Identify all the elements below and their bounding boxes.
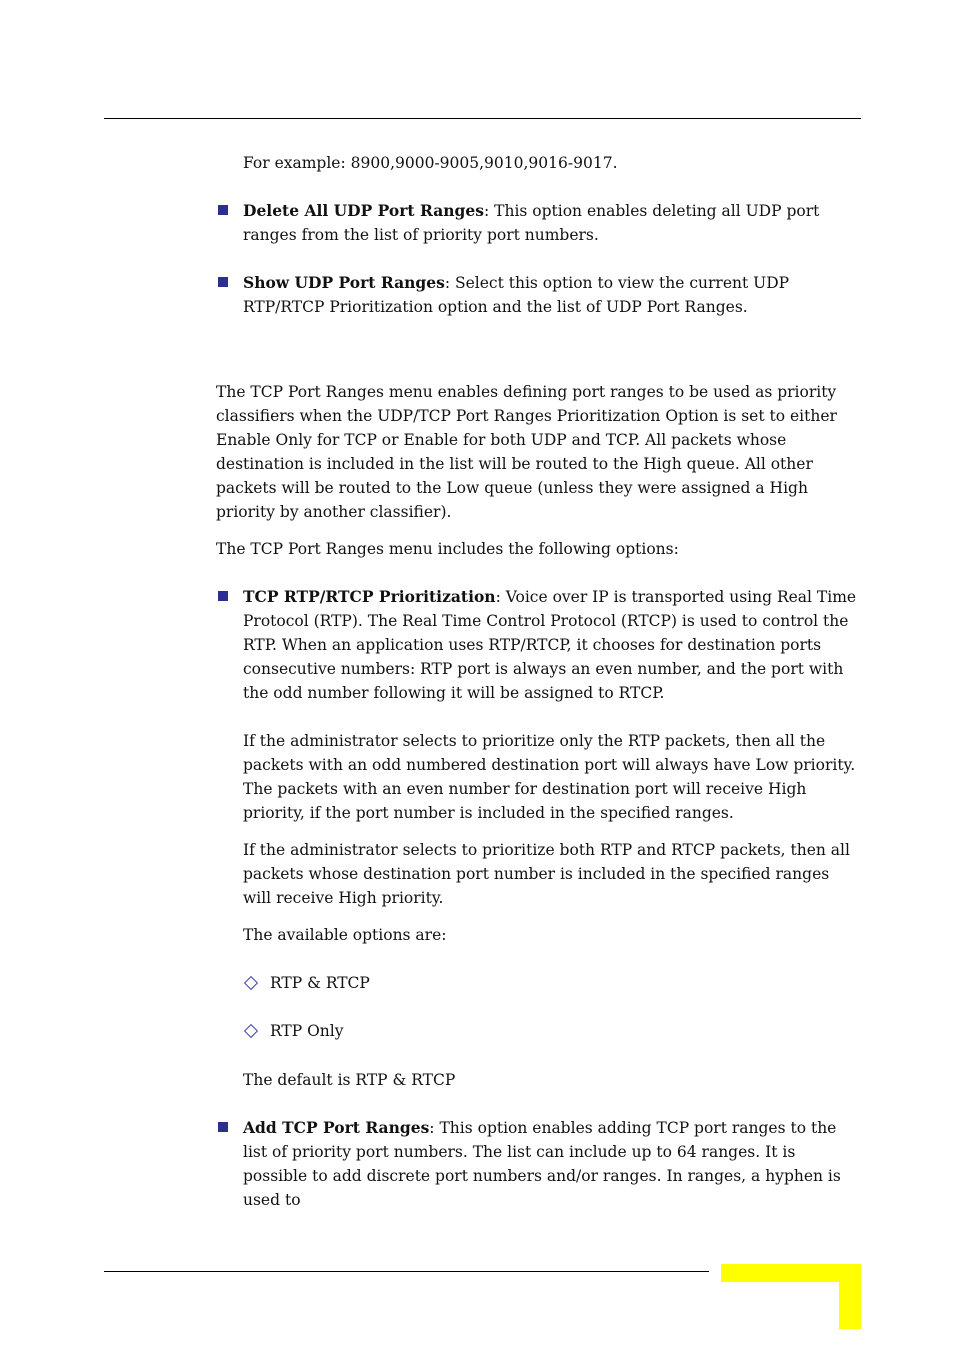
diamond-bullet-icon: [244, 976, 258, 990]
square-bullet-icon: [218, 277, 228, 287]
delete-udp-item: [243, 199, 843, 247]
square-bullet-icon: [218, 1122, 228, 1132]
show-udp-title: Show UDP Port Ranges: [243, 273, 445, 292]
tcp-includes: The TCP Port Ranges menu includes the following options:: [216, 540, 679, 558]
diamond-bullet-icon: [244, 1024, 258, 1038]
add-tcp-item: [243, 1116, 860, 1212]
square-bullet-icon: [218, 591, 228, 601]
footer-rule: [104, 1271, 709, 1272]
page-corner-marker-tab: [839, 1264, 861, 1329]
option-rtp-only: RTP Only: [270, 1022, 344, 1040]
header-rule: [104, 118, 861, 119]
default-note: The default is RTP & RTCP: [243, 1071, 456, 1089]
available-options-label: The available options are:: [243, 926, 447, 944]
add-tcp-text: : This option enables adding TCP port ranges to the list of priority port numbers. The list can include up to 64 ranges. It is possible to add discrete port numbers and/or ranges. In ranges, a hyphen is used to: [243, 1119, 841, 1209]
delete-udp-title: Delete All UDP Port Ranges: [243, 201, 484, 220]
tcp-intro: The TCP Port Ranges menu enables defining port ranges to be used as priority classifiers when the UDP/TCP Port Ranges Prioritization Option is set to either Enable Only for TCP or Enable for both UDP and TCP. All packets whose destination is included in the list will be routed to the High queue. All other packets will be routed to the Low queue (unless they were assigned a High priority by another classifier).: [216, 383, 837, 521]
udp-example: For example: 8900,9000-9005,9010,9016-9017.: [243, 154, 618, 172]
tcp-rtp-item: [243, 585, 860, 705]
rtp-both-para: If the administrator selects to prioritize both RTP and RTCP packets, then all packets whose destination port number is included in the specified ranges will receive High priority.: [243, 841, 850, 907]
option-rtp-rtcp: RTP & RTCP: [270, 974, 370, 992]
tcp-rtp-text: : Voice over IP is transported using Real Time Protocol (RTP). The Real Time Control Protocol (RTCP) is used to control the RTP. When an application uses RTP/RTCP, it chooses for destination ports consecutive numbers: RTP port is always an even number, and the port with the odd number following it will be assigned to RTCP.: [243, 588, 857, 702]
delete-udp-text: : This option enables deleting all UDP port ranges from the list of priority port numbers.: [243, 202, 820, 244]
square-bullet-icon: [218, 205, 228, 215]
show-udp-text: : Select this option to view the current UDP RTP/RTCP Prioritization option and the list of UDP Port Ranges.: [243, 274, 790, 316]
tcp-rtp-title: TCP RTP/RTCP Prioritization: [243, 587, 496, 606]
add-tcp-title: Add TCP Port Ranges: [243, 1118, 430, 1137]
rtp-only-para: If the administrator selects to prioritize only the RTP packets, then all the packets with an odd numbered destination port will always have Low priority. The packets with an even number for destination port will receive High priority, if the port number is included in the specified ranges.: [243, 732, 856, 822]
show-udp-item: [243, 271, 803, 319]
